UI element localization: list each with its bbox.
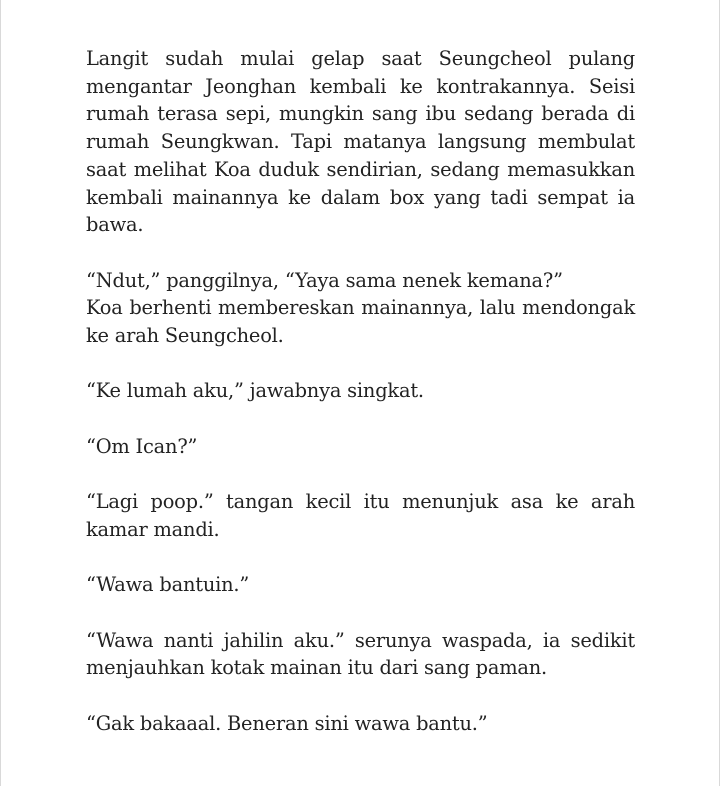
paragraph-8: “Wawa nanti jahilin aku.” serunya waspada, ia sedikit menjauhkan kotak mainan itu dari sang paman. [86,628,635,680]
paragraph-7: “Wawa bantuin.” [86,573,250,597]
paragraph-3: Koa berhenti membereskan mainannya, lalu mendongak ke arah Seungcheol. [86,296,635,348]
paragraph-9: “Gak bakaaal. Beneran sini wawa bantu.” [86,711,488,735]
paragraph-5: “Om Ican?” [86,434,198,458]
story-text [86,45,635,765]
paragraph-4: “Ke lumah aku,” jawabnya singkat. [86,379,424,403]
paragraph-1: Langit sudah mulai gelap saat Seungcheol pulang mengantar Jeonghan kembali ke kontrakannya. Seisi rumah terasa sepi, mungkin sang ibu sedang berada di rumah Seungkwan. Tapi matanya langsung membulat saat melihat Koa duduk sendirian, sedang memasukkan kembali mainannya ke dalam box yang tadi sempat ia bawa. [86,47,635,237]
paragraph-2: “Ndut,” panggilnya, “Yaya sama nenek kemana?” [86,268,563,292]
paragraph-6: “Lagi poop.” tangan kecil itu menunjuk asa ke arah kamar mandi. [86,490,635,541]
